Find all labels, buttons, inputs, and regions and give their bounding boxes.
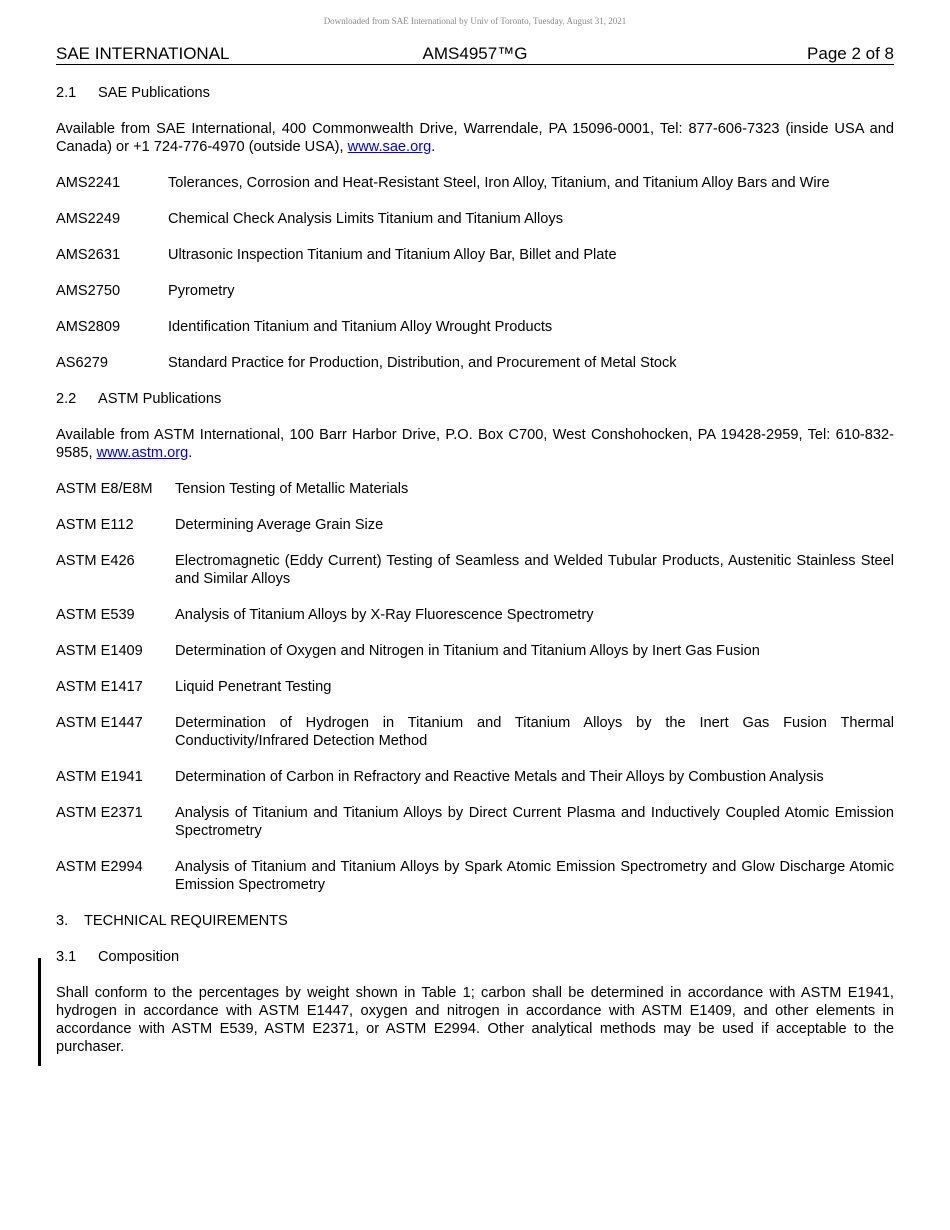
section-number: 3. (56, 913, 69, 929)
reference-title: Analysis of Titanium and Titanium Alloys by Spark Atomic Emission Spectrometry and Glow Discharge Atomic Emission Spectrometry (175, 859, 894, 893)
page-header (56, 44, 894, 65)
reference-title: Determination of Carbon in Refractory and Reactive Metals and Their Alloys by Combustion Analysis (175, 769, 824, 785)
reference-code: AMS2750 (56, 283, 121, 299)
reference-code: ASTM E1941 (56, 769, 143, 785)
astm-availability-paragraph (56, 426, 894, 462)
reference-item (56, 246, 894, 264)
reference-title: Electromagnetic (Eddy Current) Testing of Seamless and Welded Tubular Products, Austenitic Stainless Steel and Similar Alloys (175, 553, 894, 587)
availability-text: Available from ASTM International, 100 Barr Harbor Drive, P.O. Box C700, West Conshohocken, PA 19428-2959, Tel: 610-832-9585, (56, 427, 894, 461)
reference-code: ASTM E8/E8M (56, 481, 153, 497)
reference-item (56, 768, 894, 786)
reference-item (56, 174, 894, 192)
reference-title: Tolerances, Corrosion and Heat-Resistant Steel, Iron Alloy, Titanium, and Titanium Alloy Bars and Wire (168, 175, 830, 191)
reference-code: ASTM E426 (56, 553, 135, 569)
reference-code: ASTM E1417 (56, 679, 143, 695)
reference-item (56, 318, 894, 336)
reference-item (56, 516, 894, 534)
reference-code: ASTM E539 (56, 607, 135, 623)
reference-code: AMS2809 (56, 319, 121, 335)
reference-title: Analysis of Titanium Alloys by X-Ray Fluorescence Spectrometry (175, 607, 594, 623)
section-number: 3.1 (56, 949, 77, 965)
section-title: Composition (98, 949, 180, 965)
reference-title: Ultrasonic Inspection Titanium and Titanium Alloy Bar, Billet and Plate (168, 247, 617, 263)
section-number: 2.2 (56, 391, 77, 407)
document-body (56, 84, 894, 1074)
availability-end: . (431, 139, 436, 155)
reference-item (56, 480, 894, 498)
reference-item (56, 858, 894, 894)
composition-paragraph: Shall conform to the percentages by weight shown in Table 1; carbon shall be determined in accordance with ASTM E1941, hydrogen in accordance with ASTM E1447, oxygen and nitrogen in accordance with ASTM E1409, and other elements in accordance with ASTM E539, ASTM E2371, or ASTM E2994. Other analytical methods may be used if acceptable to the purchaser. (56, 985, 894, 1055)
section-3-1-heading (56, 948, 894, 966)
section-title: SAE Publications (98, 85, 210, 101)
reference-title: Liquid Penetrant Testing (175, 679, 332, 695)
reference-code: AS6279 (56, 355, 108, 371)
publisher-name: SAE INTERNATIONAL (56, 44, 230, 63)
reference-code: ASTM E2371 (56, 805, 143, 821)
reference-title: Identification Titanium and Titanium Alloy Wrought Products (168, 319, 553, 335)
sae-reference-list (56, 174, 894, 372)
download-watermark: Downloaded from SAE International by Univ of Toronto, Tuesday, August 31, 2021 (323, 16, 627, 26)
reference-code: ASTM E112 (56, 517, 134, 533)
reference-code: ASTM E1409 (56, 643, 143, 659)
reference-title: Tension Testing of Metallic Materials (175, 481, 409, 497)
availability-text: Available from SAE International, 400 Commonwealth Drive, Warrendale, PA 15096-0001, Tel: 877-606-7323 (inside USA and Canada) or +1 724-776-4970 (outside USA), (56, 121, 894, 155)
reference-item (56, 606, 894, 624)
reference-item (56, 210, 894, 228)
section-number: 2.1 (56, 85, 77, 101)
reference-item (56, 714, 894, 750)
revision-bar (38, 958, 41, 1066)
sae-availability-paragraph (56, 120, 894, 156)
reference-title: Pyrometry (168, 283, 235, 299)
page-number: Page 2 of 8 (807, 44, 894, 63)
document-number: AMS4957™G (422, 44, 528, 63)
section-2-1-heading (56, 84, 894, 102)
reference-item (56, 354, 894, 372)
section-3-heading (56, 912, 894, 930)
astm-reference-list (56, 480, 894, 894)
reference-item (56, 642, 894, 660)
reference-title: Standard Practice for Production, Distribution, and Procurement of Metal Stock (168, 355, 677, 371)
reference-title: Determining Average Grain Size (175, 517, 384, 533)
astm-website-link[interactable]: www.astm.org (96, 445, 189, 461)
reference-title: Determination of Hydrogen in Titanium and Titanium Alloys by the Inert Gas Fusion Thermal Conductivity/Infrared Detection Method (175, 715, 894, 749)
section-title: ASTM Publications (98, 391, 222, 407)
reference-code: AMS2631 (56, 247, 121, 263)
reference-item (56, 804, 894, 840)
reference-code: AMS2249 (56, 211, 121, 227)
reference-item (56, 552, 894, 588)
reference-title: Analysis of Titanium and Titanium Alloys by Direct Current Plasma and Inductively Coupled Atomic Emission Spectrometry (175, 805, 894, 839)
reference-title: Chemical Check Analysis Limits Titanium and Titanium Alloys (168, 211, 563, 227)
reference-code: ASTM E1447 (56, 715, 143, 731)
availability-end: . (188, 445, 193, 461)
reference-item (56, 678, 894, 696)
reference-code: AMS2241 (56, 175, 121, 191)
reference-code: ASTM E2994 (56, 859, 143, 875)
section-title: TECHNICAL REQUIREMENTS (84, 913, 288, 929)
sae-website-link[interactable]: www.sae.org (347, 139, 432, 155)
reference-item (56, 282, 894, 300)
section-2-2-heading (56, 390, 894, 408)
reference-title: Determination of Oxygen and Nitrogen in Titanium and Titanium Alloys by Inert Gas Fusion (175, 643, 760, 659)
